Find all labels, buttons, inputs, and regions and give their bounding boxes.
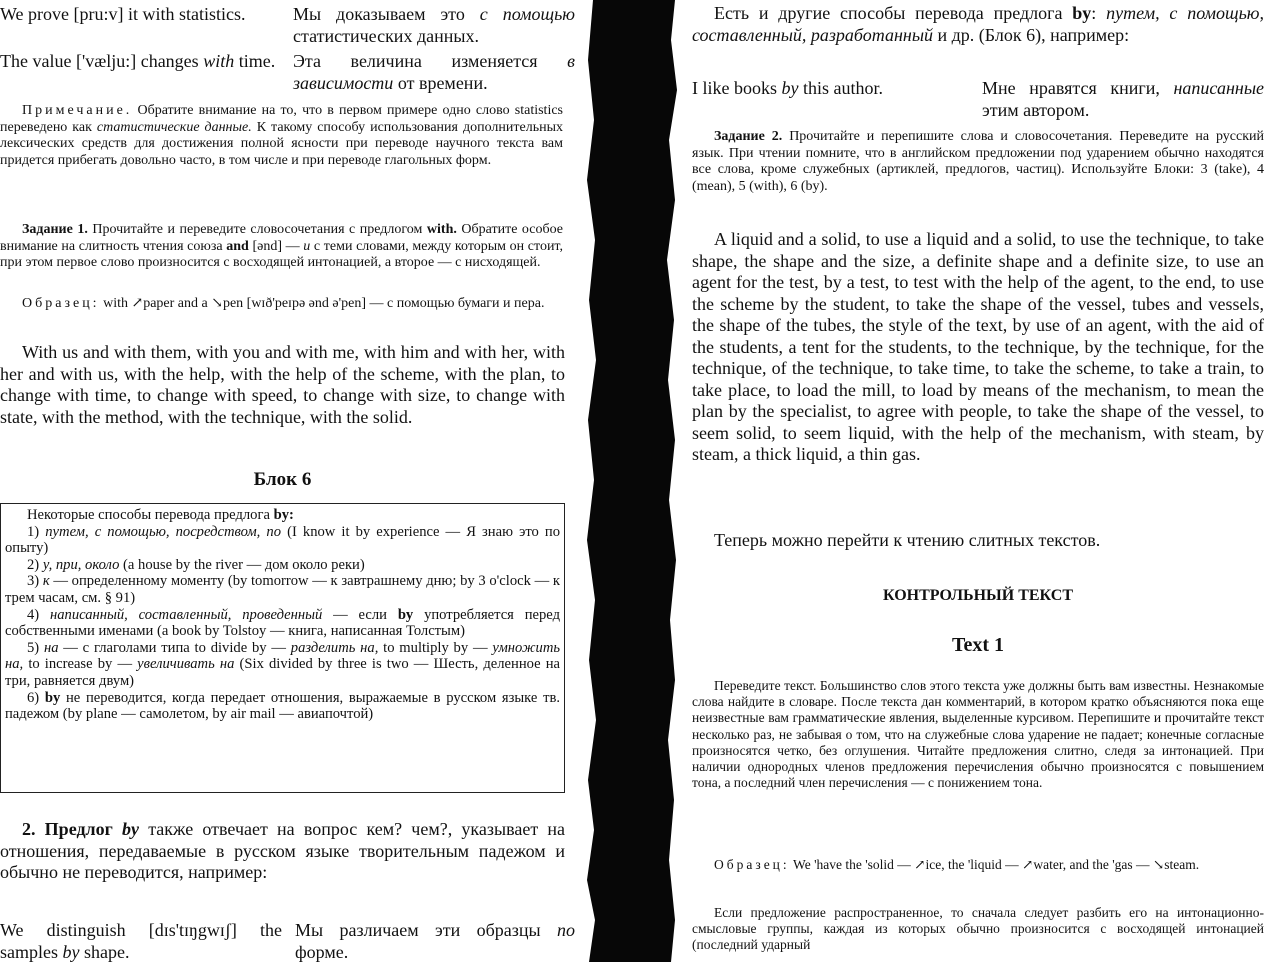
- box-text: 5): [27, 639, 44, 656]
- box-italic: разделить на,: [290, 639, 379, 656]
- box-item-3: [5, 573, 560, 606]
- box-text: (I know it by experience — Я знаю это по опыту): [5, 523, 561, 557]
- example-italic: написанные: [1173, 78, 1264, 98]
- example-statistics-en: [0, 4, 280, 47]
- box-text: to increase by —: [23, 656, 138, 673]
- task1-text: с теми словами, между которым он стоит, при этом первое слово произносится с восходящей интонацией, а второе — с нисходящей.: [0, 238, 563, 270]
- task1-sample: [0, 296, 563, 313]
- block6-box: [0, 503, 565, 793]
- box-text: не переводится, когда передает отношения, выражаемые в русском языке тв. падежом (by plane — самолетом, by air mail — авиапочтой): [5, 689, 560, 723]
- example-text: time.: [234, 51, 276, 71]
- example-text: Мне нравятся книги,: [982, 78, 1174, 98]
- by-intro-paragraph: [692, 3, 1264, 46]
- box-text: Некоторые способы перевода предлога: [27, 507, 274, 523]
- example-distinguish-en: [0, 920, 282, 962]
- translate-instructions: Переведите текст. Большинство слов этого текста уже должны быть вам известны. Незнакомые слова найдите в словаре. После текста дан комментарий, в котором кратко объясняются пока еще неизвестные вам грамматические явления, выделенные курсивом. Перепишите и прочитайте текст несколько раз, не забывая о том, что на служебные слова ударение не падает; конечные согласные произносятся четко, без оглушения. Читайте предложения слитно, следя за интонацией. При наличии однородных членов предложения перечисления обычно произносятся с повышением тона, а последний член перечисления — с понижением тона.: [692, 678, 1264, 791]
- box-bold: by:: [273, 507, 294, 523]
- right-page: [680, 0, 1270, 962]
- example-books-en: [692, 78, 972, 121]
- example-text: We prove [pru:v] it with statistics.: [0, 4, 246, 24]
- note-text: Обратите внимание на то, что в первом примере одно слово statistics переведено как: [0, 103, 563, 135]
- example-text: shape.: [79, 941, 130, 962]
- box-italic: к: [42, 573, 50, 590]
- box-text: 3): [27, 573, 43, 590]
- box-item-2: [5, 557, 560, 574]
- intro-italic: путем, с помощью, составленный, разработанный: [692, 3, 1264, 45]
- section-number: 2. Предлог: [22, 819, 123, 839]
- task1-text: [ənd] —: [248, 238, 304, 254]
- preposition-by-paragraph: [0, 819, 565, 884]
- box-italic: на: [43, 639, 59, 656]
- example-italic: with: [203, 51, 235, 71]
- task1-text: Прочитайте и переведите словосочетания с предлогом: [87, 222, 427, 237]
- example-distinguish: [0, 920, 575, 962]
- example-text: this author.: [798, 78, 883, 98]
- sample-label: Образец:: [22, 296, 100, 311]
- box-bold: by: [44, 689, 61, 706]
- example-text: Мы доказываем это: [293, 4, 480, 24]
- example-value-ru: [293, 51, 575, 94]
- task1-bold: and: [226, 238, 249, 254]
- box-text: 4): [27, 606, 50, 623]
- example-italic: по: [557, 920, 575, 940]
- example-italic: в зависимости: [293, 51, 575, 93]
- example-books: [692, 78, 1264, 121]
- sample-label: Образец:: [714, 857, 790, 872]
- box-intro: [5, 507, 560, 524]
- intro-text: и др. (Блок 6), например:: [933, 24, 1130, 45]
- sample-text: We 'have the 'solid — ↗ice, the 'liquid — ↗water, and the 'gas — ↘steam.: [789, 857, 1200, 872]
- section-text: также отвечает на вопрос кем? чем?, указывает на отношения, передаваемые в русском языке творительным падежом и обычно не переводится, например:: [0, 819, 565, 882]
- task1-label: Задание 1.: [22, 222, 88, 237]
- box-text: to multiply by —: [378, 639, 493, 656]
- text1-heading: Text 1: [951, 634, 1005, 656]
- box-text: (Six divided by three is two — Шесть, деленное на три, равняется двум): [5, 656, 561, 689]
- note-label: Примечание.: [22, 103, 133, 118]
- transition-sentence: Теперь можно перейти к чтению слитных текстов.: [714, 530, 1101, 550]
- box-text: 2): [27, 556, 43, 573]
- box-italic: увеличивать на: [137, 656, 235, 673]
- task1-italic: и: [303, 238, 311, 254]
- liquid-phrases-paragraph: A liquid and a solid, to use a liquid and a solid, to use the technique, to take shape, the shape and the size, a definite shape and a definite size, to use an agent for the test, by a test, to test with the help of the agent, to the end, to use the scheme by the student, to take the shape of the vessel, tubes and vessels, the shape of the tubes, the style of the text, by use of an agent, with the aid of the students, a tent for the students, to the technique, by the technique, for the technique, of the technique, to take time, to take the scheme, to take a train, to take place, to load the mill, to load by means of the mechanism, to mean the plan by the specialist, to agree with people, to take the shape of the vessel, to seem solid, to seem liquid, with the help of the mechanism, with steam, by steam, a thick liquid, a thin gas.: [692, 229, 1264, 464]
- task2-text: Прочитайте и перепишите слова и словосочетания. Переведите на русский язык. При чтении помните, что в английском предложении под ударением обычно находятся все слова, кроме служебных (артиклей, предлогов, частиц). Используйте Блоки: 3 (take), 4 (mean), 5 (with), 6 (by).: [692, 129, 1264, 194]
- note-text: К такому способу использования дополнительных лексических средств для достижения полной ясности при переводе научного текста вам придется прибегать довольно часто, в том числе и при переводе глагольных форм.: [0, 119, 563, 168]
- example-text: I like books: [692, 78, 782, 98]
- example-text: этим автором.: [982, 99, 1090, 120]
- example-italic: с помощью: [479, 4, 575, 24]
- example-value: [0, 51, 575, 94]
- example-text: We distinguish [dɪs'tɪŋgwɪʃ] the samples: [0, 920, 282, 962]
- box-text: (a house by the river — дом около реки): [119, 556, 365, 573]
- note-italic: статистические данные.: [96, 119, 252, 135]
- text1-sample: [692, 857, 1264, 873]
- example-books-ru: [982, 78, 1264, 121]
- block-title: Блок 6: [253, 469, 312, 490]
- note-paragraph: [0, 103, 563, 169]
- intro-text: :: [1091, 3, 1107, 23]
- intro-bold: by: [1072, 3, 1092, 23]
- left-page: [0, 0, 575, 962]
- box-text: — если: [322, 606, 398, 623]
- task1-bold: with.: [426, 222, 457, 237]
- box-text: 1): [27, 523, 46, 540]
- example-text: форме.: [295, 941, 349, 962]
- section-bold-italic: by: [122, 819, 140, 839]
- box-italic: у, при, около: [42, 556, 120, 573]
- box-italic: путем, с помощью, посредством, по: [45, 523, 282, 540]
- box-item-5: [5, 640, 560, 690]
- example-distinguish-ru: [295, 920, 575, 962]
- control-text-heading: КОНТРОЛЬНЫЙ ТЕКСТ: [883, 587, 1073, 604]
- box-italic: умножить на,: [5, 639, 560, 673]
- box-item-6: [5, 690, 560, 723]
- box-text: — с глаголами типа to divide by —: [58, 639, 291, 656]
- with-phrases-paragraph: With us and with them, with you and with me, with him and with her, with her and with us, with the help, with the help of the scheme, with the plan, to change with time, to change with speed, to change with size, to change with state, with the method, with the technique, with the solid.: [0, 342, 565, 427]
- task2-label: Задание 2.: [714, 129, 783, 144]
- example-statistics: [0, 4, 575, 47]
- box-bold: by: [397, 606, 414, 623]
- book-spine-shadow: [575, 0, 680, 962]
- intonation-paragraph: Если предложение распространенное, то сначала следует разбить его на интонационно-смысловые группы, каждая из которых обычно произносится с восходящей интонацией (последний ударный: [692, 905, 1264, 953]
- sample-text: with ↗paper and a ↘pen [wɪð'peɪpə ənd ə'pen] — с помощью бумаги и пера.: [99, 296, 545, 311]
- box-item-4: [5, 607, 560, 640]
- task1-text: Обратите особое внимание на слитность чтения союза: [0, 222, 563, 254]
- example-text: от времени.: [393, 72, 488, 93]
- intro-text: Есть и другие способы перевода предлога: [714, 3, 1073, 23]
- task1-paragraph: [0, 222, 563, 272]
- spine-shadow-shape: [575, 0, 680, 962]
- box-text: — определенному моменту (by tomorrow — к завтрашнему дню; by 3 o'clock — к трем часам, см. § 91): [5, 573, 560, 606]
- example-statistics-ru: [293, 4, 575, 47]
- example-text: Эта величина изменяется: [293, 51, 568, 71]
- example-text: Мы различаем эти образцы: [295, 920, 557, 940]
- example-text: статистических данных.: [293, 25, 479, 46]
- box-text: употребляется перед собственными именами (a book by Tolstoy — книга, написанная Толстым): [5, 606, 561, 640]
- example-italic: by: [781, 78, 799, 98]
- box-text: 6): [27, 689, 45, 706]
- example-value-en: [0, 51, 280, 94]
- example-text: The value ['vælju:] changes: [0, 51, 204, 71]
- task2-paragraph: [692, 129, 1264, 195]
- box-italic: написанный, составленный, проведенный: [50, 606, 323, 623]
- example-italic: by: [62, 941, 80, 962]
- box-item-1: [5, 524, 560, 557]
